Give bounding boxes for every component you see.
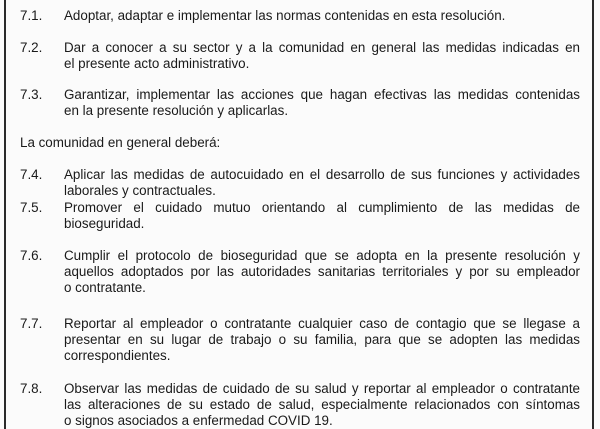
page-border-right bbox=[592, 0, 594, 429]
item-text-line: aquellos adoptados por las autoridades sanitarias territoriales y por su empleador bbox=[64, 264, 580, 279]
item-text-line: Adoptar, adaptar e implementar las normas contenidas en esta resolución. bbox=[64, 8, 506, 23]
item-text-line: presentar en su lugar de trabajo o su familia, para que se adopten las medidas bbox=[64, 332, 580, 347]
item-number: 7.4. bbox=[20, 167, 43, 182]
item-text-line: Garantizar, implementar las acciones que hagan efectivas las medidas contenidas bbox=[64, 87, 580, 102]
item-text-line: o contratante. bbox=[64, 280, 146, 295]
page-border-left bbox=[4, 0, 6, 429]
item-number: 7.8. bbox=[20, 381, 43, 396]
item-number: 7.5. bbox=[20, 200, 43, 215]
item-number: 7.2. bbox=[20, 40, 43, 55]
item-text-line: correspondientes. bbox=[64, 348, 171, 363]
item-text-line: Dar a conocer a su sector y a la comunidad en general las medidas indicadas en bbox=[64, 40, 580, 55]
item-number: 7.1. bbox=[20, 8, 43, 23]
item-text-line: Aplicar las medidas de autocuidado en el desarrollo de sus funciones y actividades bbox=[64, 167, 580, 182]
item-text-line: Cumplir el protocolo de bioseguridad que se adopta en la presente resolución y bbox=[64, 248, 580, 263]
item-text-line: el presente acto administrativo. bbox=[64, 56, 250, 71]
item-text-line: en la presente resolución y aplicarlas. bbox=[64, 103, 289, 118]
item-number: 7.3. bbox=[20, 87, 43, 102]
item-text-line: Observar las medidas de cuidado de su salud y reportar al empleador o contratante bbox=[64, 381, 580, 396]
item-number: 7.6. bbox=[20, 248, 43, 263]
item-number: 7.7. bbox=[20, 316, 43, 331]
item-text-line: Promover el cuidado mutuo orientando al cumplimiento de las medidas de bbox=[64, 200, 580, 215]
item-text-line: Reportar al empleador o contratante cualquier caso de contagio que se llegase a bbox=[64, 316, 580, 331]
item-text-line: o signos asociados a enfermedad COVID 19. bbox=[64, 413, 333, 428]
item-text-line: las alteraciones de su estado de salud, especialmente relacionados con síntomas bbox=[64, 397, 580, 412]
item-text-line: bioseguridad. bbox=[64, 216, 145, 231]
item-text-line: laborales y contractuales. bbox=[64, 183, 216, 198]
section-intro: La comunidad en general deberá: bbox=[20, 135, 221, 150]
